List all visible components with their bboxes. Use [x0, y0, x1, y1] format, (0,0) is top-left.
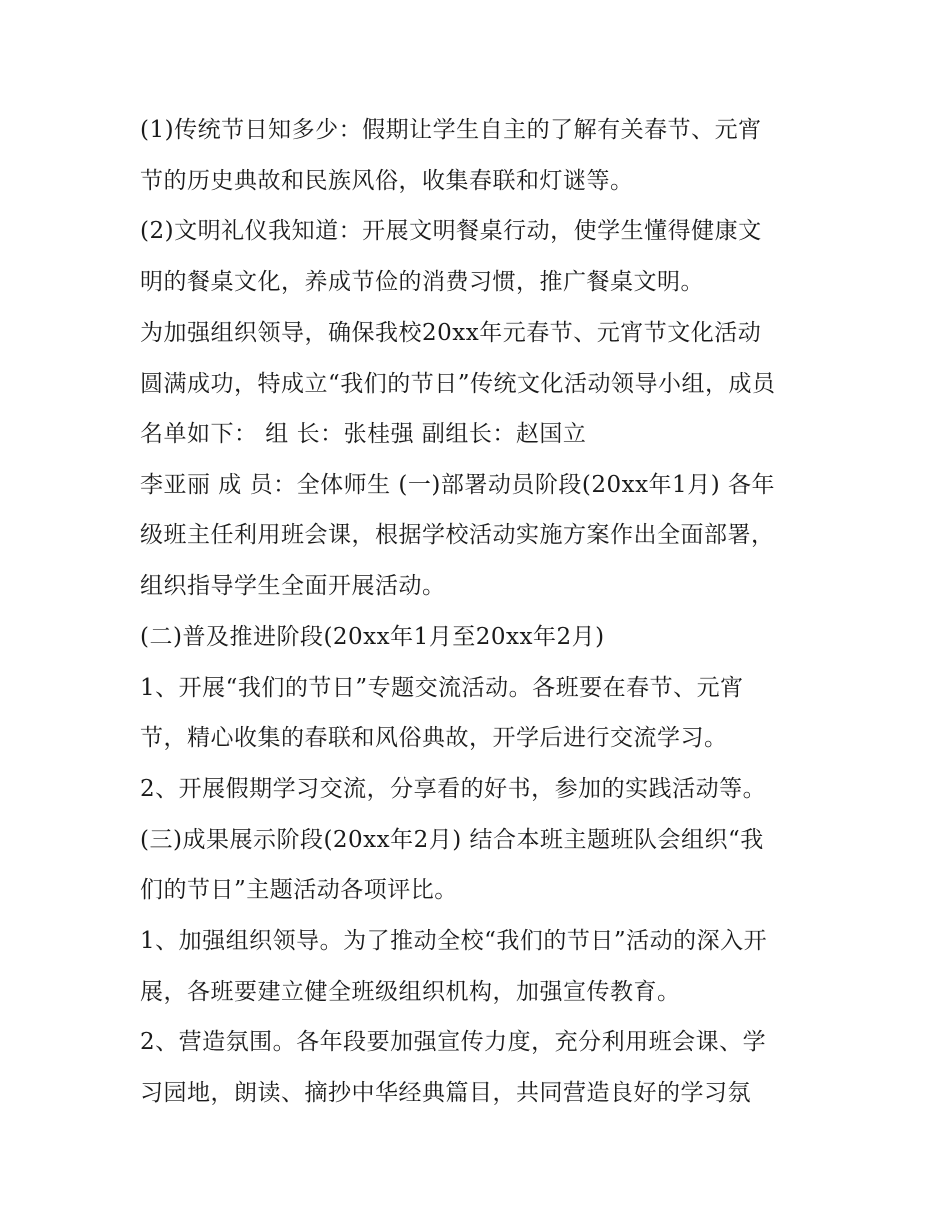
text-line: 习园地，朗读、摘抄中华经典篇目，共同营造良好的学习氛 [140, 1080, 751, 1106]
text-line: 2、营造氛围。各年段要加强宣传力度，充分利用班会课、学 [140, 1029, 767, 1055]
text-line: 圆满成功，特成立“我们的节日”传统文化活动领导小组，成员 [140, 371, 776, 397]
text-line: 级班主任利用班会课，根据学校活动实施方案作出全面部署， [140, 522, 775, 548]
text-line: (1)传统节日知多少：假期让学生自主的了解有关春节、元宵 [140, 117, 762, 143]
text-line: 们的节日”主题活动各项评比。 [140, 877, 458, 903]
text-line: (二)普及推进阶段(20xx年1月至20xx年2月) [140, 624, 605, 650]
text-line: 明的餐桌文化，养成节俭的消费习惯，推广餐桌文明。 [140, 269, 704, 295]
text-line: 名单如下： 组 长：张桂强 副组长：赵国立 [140, 421, 587, 447]
text-line: 为加强组织领导，确保我校20xx年元春节、元宵节文化活动 [140, 320, 762, 346]
text-line: 展，各班要建立健全班级组织机构，加强宣传教育。 [140, 979, 681, 1005]
text-line: 节，精心收集的春联和风俗典故，开学后进行交流学习。 [140, 725, 728, 751]
text-line: 1、加强组织领导。为了推动全校“我们的节日”活动的深入开 [140, 928, 768, 954]
text-line: (三)成果展示阶段(20xx年2月) 结合本班主题班队会组织“我 [140, 827, 764, 853]
text-line: 李亚丽 成 员：全体师生 (一)部署动员阶段(20xx年1月) 各年 [140, 472, 775, 498]
text-line: (2)文明礼仪我知道：开展文明餐桌行动，使学生懂得健康文 [140, 218, 762, 244]
text-line: 2、开展假期学习交流，分享看的好书，参加的实践活动等。 [140, 776, 767, 802]
text-line: 组织指导学生全面开展活动。 [140, 573, 446, 599]
text-line: 1、开展“我们的节日”专题交流活动。各班要在春节、元宵 [140, 675, 744, 701]
text-line: 节的历史典故和民族风俗，收集春联和灯谜等。 [140, 168, 634, 194]
